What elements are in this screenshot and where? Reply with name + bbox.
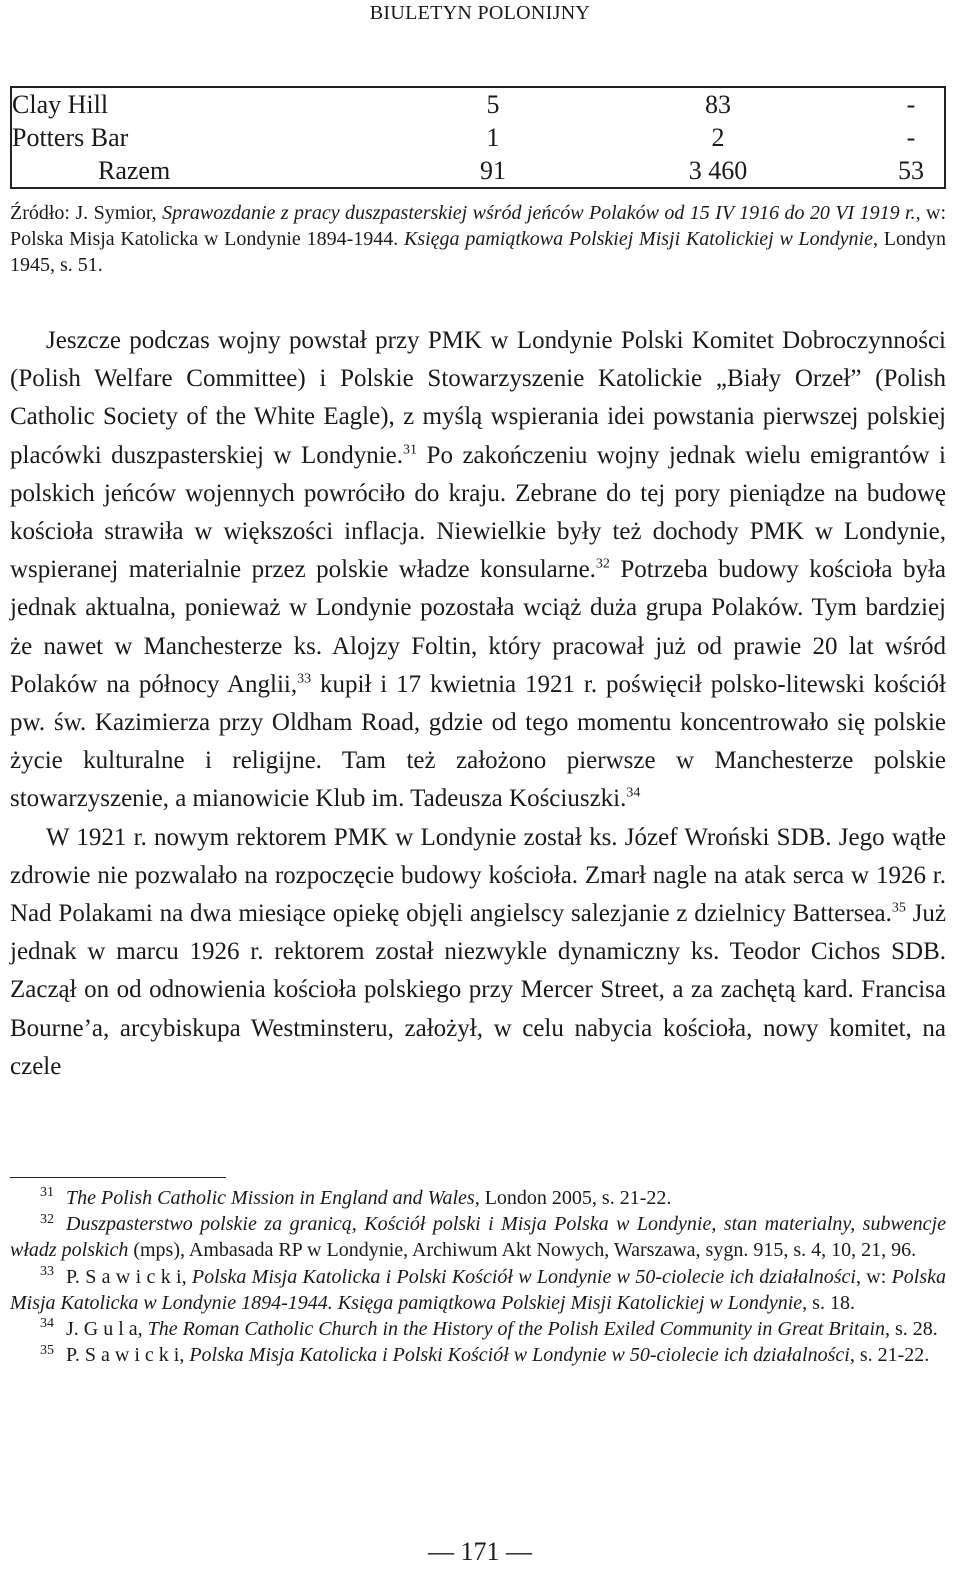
footnote-ref: 32	[595, 556, 610, 572]
source-text: , w: Polska Misja Katolicka w Londynie 1894-1944.	[10, 202, 947, 250]
table-cell-name: Clay Hill	[12, 90, 109, 119]
source-book-title: Księga pamiątkowa Polskiej Misji Katolickiej w Londynie	[404, 228, 873, 250]
footnote-text: , s. 18.	[802, 1291, 855, 1314]
footnote	[10, 1211, 946, 1263]
table-cell: 5	[486, 90, 500, 119]
footnote-number: 32	[40, 1211, 54, 1227]
footnote-ref: 34	[626, 786, 641, 802]
table-row-total	[11, 154, 945, 188]
table-row	[11, 87, 945, 121]
table-cell: 83	[705, 90, 731, 119]
footnote-text: ,	[179, 1344, 190, 1367]
footnote-title: The Roman Catholic Church in the History of the Polish Exiled Community in Great Britain	[147, 1318, 886, 1341]
footnote-text: (mps), Ambasada RP w Londynie, Archiwum Akt Nowych, Warszawa, sygn. 915, s. 4, 10, 21, 96.	[128, 1239, 917, 1262]
text-run: kupił i 17 kwietnia 1921 r. poświęcił polsko-litewski kościół pw. św. Kazimierza przy Oldham Road, gdzie od tego momentu koncentrowało się polskie życie kulturalne i religijne. Tam też założono pierwsze w Manchesterze polskie stowarzyszenie, a mianowicie Klub im. Tadeusza Kościuszki.	[10, 670, 947, 813]
footnote	[10, 1316, 946, 1342]
statistics-table	[10, 86, 946, 189]
footnote-author: P. S a w i c k i	[66, 1265, 182, 1288]
table-cell: 3 460	[688, 156, 748, 185]
footnote-author: J. G u l a	[66, 1318, 138, 1341]
footnote-text: , s. 28.	[885, 1318, 938, 1341]
footnote-text: , s. 21-22.	[849, 1344, 930, 1367]
footnote-text: , w:	[855, 1265, 892, 1288]
footnote-number: 31	[40, 1185, 54, 1201]
footnote-number: 35	[40, 1342, 54, 1358]
paragraph	[10, 322, 946, 819]
footnote-title: The Polish Catholic Mission in England and Wales	[66, 1187, 475, 1209]
footnote	[10, 1264, 946, 1316]
footnote-title: Polska Misja Katolicka w Londynie 1894-1944. Księga pamiątkowa Polskiej Misji Katolickiej w Londynie	[10, 1265, 947, 1314]
footnote-text: ,	[137, 1318, 148, 1341]
footnote-title: Polska Misja Katolicka i Polski Kościół w Londynie w 50-ciolecie ich działalności	[191, 1265, 856, 1288]
footnote-title: Duszpasterstwo polskie za granicą, Kościół polski i Misja Polska w Londynie, stan materialny, subwencje władz polskich	[10, 1213, 946, 1262]
footnote-text: , London 2005, s. 21-22.	[474, 1187, 672, 1209]
footnote-text: ,	[181, 1265, 192, 1288]
table-row	[11, 121, 945, 154]
table-cell: -	[906, 123, 916, 152]
text-run: W 1921 r. nowym rektorem PMK w Londynie został ks. Józef Wroński SDB. Jego wątłe zdrowie nie pozwalało na rozpoczęcie budowy kościoła. Zmarł nagle na atak serca w 1926 r. Nad Polakami na dwa miesiące opiekę objęli angielscy salezjanie z dzielnicy Battersea.	[10, 823, 946, 928]
source-text: , Londyn 1945, s. 51.	[10, 228, 946, 276]
footnote-ref: 35	[891, 900, 906, 916]
footnote-number: 34	[40, 1316, 54, 1332]
text-run: Po zakończeniu wojny jednak wielu emigrantów i polskich jeńców wojennych powróciło do kraju. Zebrane do tej pory pieniądze na budowę kościoła strawiła w większości inflacja. Niewielkie były też dochody PMK w Londynie, wspieranej materialnie przez polskie władze konsularne.	[10, 441, 946, 584]
footnote-ref: 33	[297, 671, 312, 687]
table-cell: 91	[480, 156, 506, 185]
page-number: — 171 —	[428, 1537, 532, 1566]
table-cell: 53	[898, 156, 924, 185]
source-label: Źródło: J. Symior,	[10, 202, 163, 224]
footnote-separator	[10, 1177, 226, 1178]
text-run: Jeszcze podczas wojny powstał przy PMK w Londynie Polski Komitet Dobroczynności (Polish Welfare Committee) i Polskie Stowarzyszenie Katolickie „Biały Orzeł” (Polish Catholic Society of the White Eagle), z myślą wspierania idei powstania pierwszej polskiej placówki duszpasterskiej w Londynie.	[10, 327, 946, 469]
source-title: Sprawozdanie z pracy duszpasterskiej wśród jeńców Polaków od 15 IV 1916 do 20 VI 1919 r.	[162, 202, 916, 224]
text-run: Potrzeba budowy kościoła była jednak aktualna, ponieważ w Londynie pozostała wciąż duża grupa Polaków. Tym bardziej że nawet w Manchesterze ks. Alojzy Foltin, który pracował już od prawie 20 lat wśród Polaków na północy Anglii,	[10, 556, 946, 698]
footnote-number: 33	[40, 1263, 54, 1279]
table-cell-name: Potters Bar	[12, 123, 129, 152]
footnote-title: Polska Misja Katolicka i Polski Kościół w Londynie w 50-ciolecie ich działalności	[189, 1344, 850, 1367]
table-cell: -	[906, 90, 916, 119]
paragraph	[10, 819, 946, 1086]
footnote	[10, 1342, 946, 1368]
main-text	[10, 322, 946, 1086]
table-cell: 1	[486, 123, 500, 152]
footnote-author: P. S a w i c k i	[66, 1344, 180, 1367]
table-cell-name: Razem	[98, 156, 171, 185]
text-run: Już jednak w marcu 1926 r. rektorem został niezwykle dynamiczny ks. Teodor Cichos SDB. Zaczął on od odnowienia kościoła polskiego przy Mercer Street, a za zachętą kard. Francisa Bourne’a, arcybiskupa Westminsteru, założył, w celu nabycia kościoła, nowy komitet, na czele	[10, 900, 946, 1080]
table-cell: 2	[711, 123, 725, 152]
footnote	[10, 1185, 946, 1211]
footnote-ref: 31	[403, 442, 418, 458]
table-source-note	[10, 200, 946, 278]
running-head: BIULETYN POLONIJNY	[369, 2, 591, 24]
footnotes	[10, 1185, 946, 1368]
